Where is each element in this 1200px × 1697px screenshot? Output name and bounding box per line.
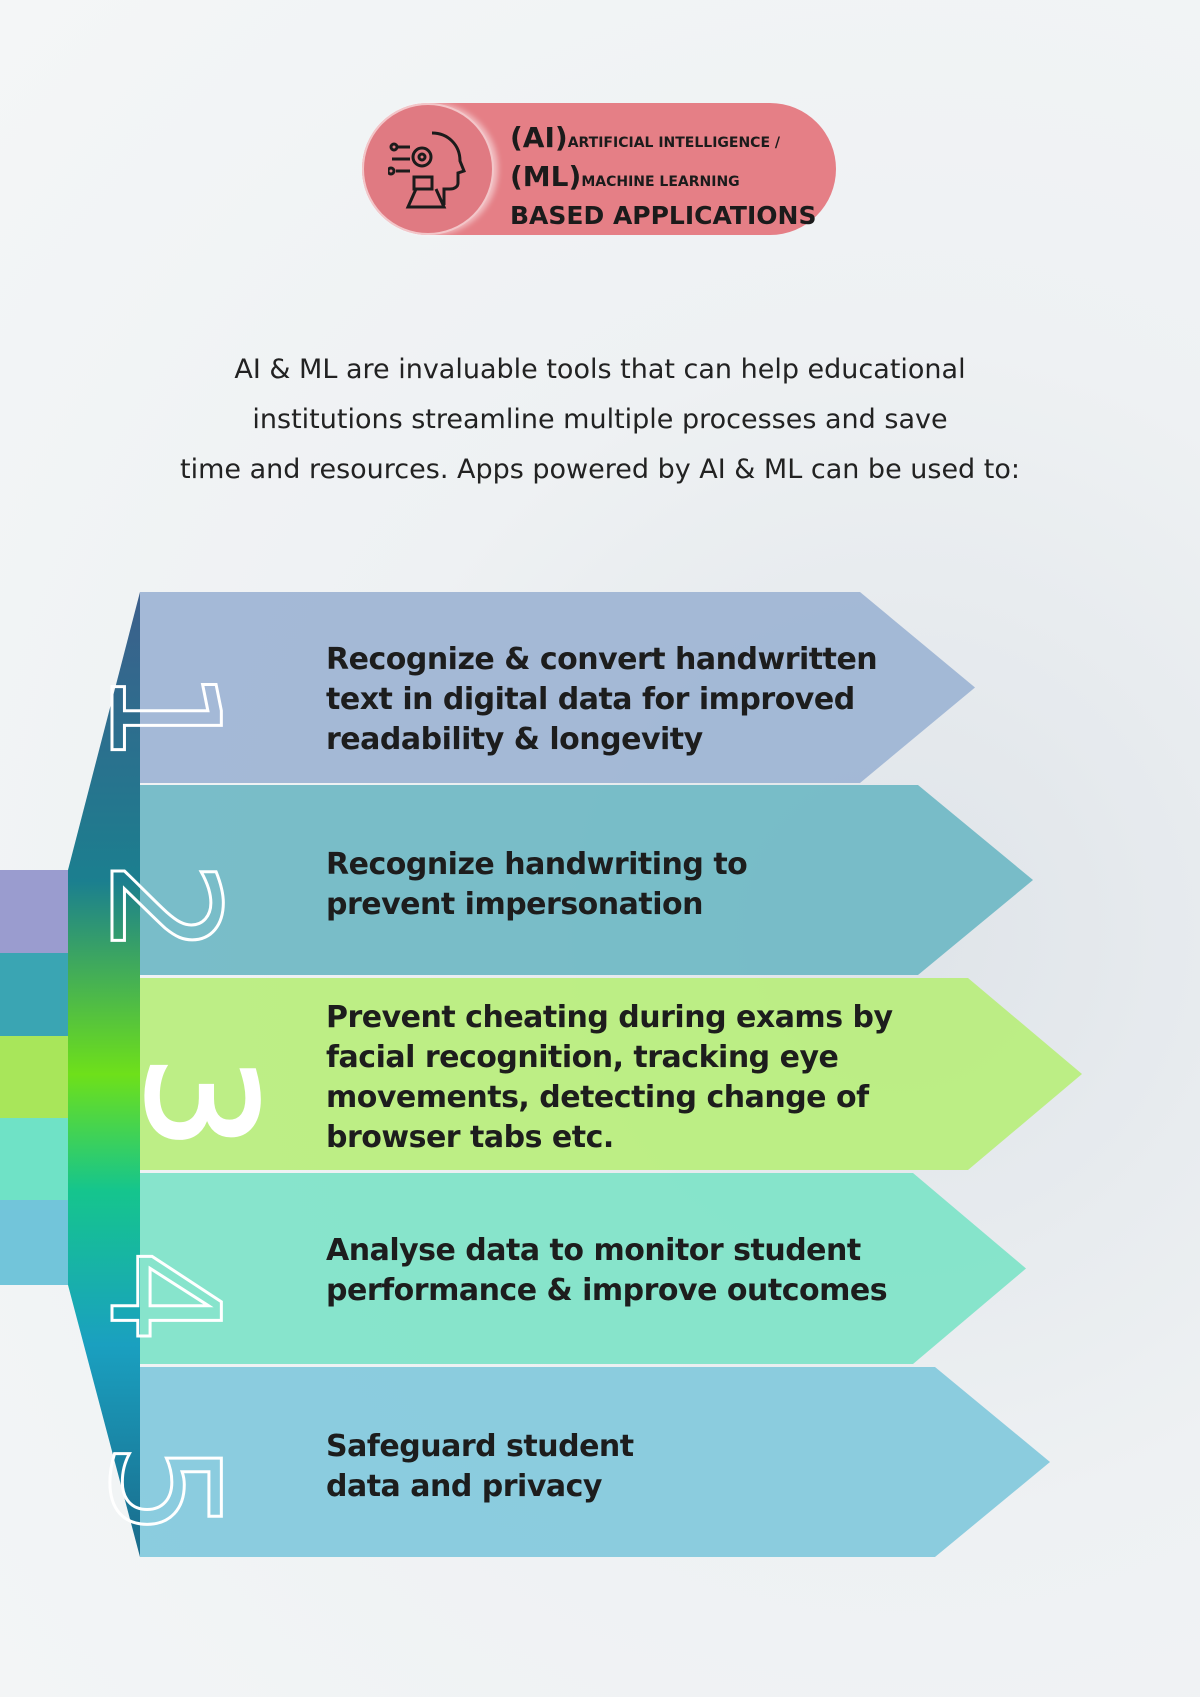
step-text-line: Analyse data to monitor student — [326, 1233, 861, 1268]
step-number-4: 4 — [76, 1249, 250, 1345]
step-text-line: Safeguard student — [326, 1429, 634, 1464]
step-text-4 — [326, 1231, 887, 1311]
step-text-line: Recognize handwriting to — [326, 847, 748, 882]
badge-subtitle: BASED APPLICATIONS — [510, 201, 817, 230]
step-number-1: 1 — [76, 668, 250, 764]
ml-abbr: (ML) — [510, 160, 582, 193]
step-text-line: data and privacy — [326, 1469, 602, 1504]
step-text-3 — [326, 998, 893, 1158]
step-text-line: Prevent cheating during exams by — [326, 1000, 893, 1035]
side-strip-1 — [0, 870, 70, 953]
step-text-line: text in digital data for improved — [326, 682, 855, 717]
side-strip-5 — [0, 1200, 70, 1285]
step-text-line: performance & improve outcomes — [326, 1273, 888, 1308]
ai-full: ARTIFICIAL INTELLIGENCE / — [567, 135, 781, 151]
step-text-line: Recognize & convert handwritten — [326, 642, 878, 677]
side-strip-3 — [0, 1036, 70, 1118]
step-text-line: readability & longevity — [326, 722, 703, 757]
step-text-2 — [326, 845, 747, 925]
step-text-line: prevent impersonation — [326, 887, 703, 922]
side-strip-4 — [0, 1118, 70, 1200]
step-text-line: movements, detecting change of — [326, 1080, 869, 1115]
ml-full: MACHINE LEARNING — [581, 174, 740, 190]
step-text-line: browser tabs etc. — [326, 1120, 614, 1155]
step-text-5 — [326, 1427, 634, 1507]
side-strip-2 — [0, 953, 70, 1036]
step-number-2: 2 — [76, 860, 250, 956]
intro-line: time and resources. Apps powered by AI & ML can be used to: — [180, 454, 1020, 485]
step-text-line: facial recognition, tracking eye — [326, 1040, 839, 1075]
step-text-1 — [326, 640, 877, 760]
intro-line: institutions streamline multiple processes and save — [252, 404, 948, 435]
step-number-3: 3 — [112, 1055, 286, 1151]
step-number-5: 5 — [76, 1442, 250, 1538]
intro-line: AI & ML are invaluable tools that can help educational — [234, 354, 966, 385]
ai-abbr: (AI) — [510, 121, 568, 154]
